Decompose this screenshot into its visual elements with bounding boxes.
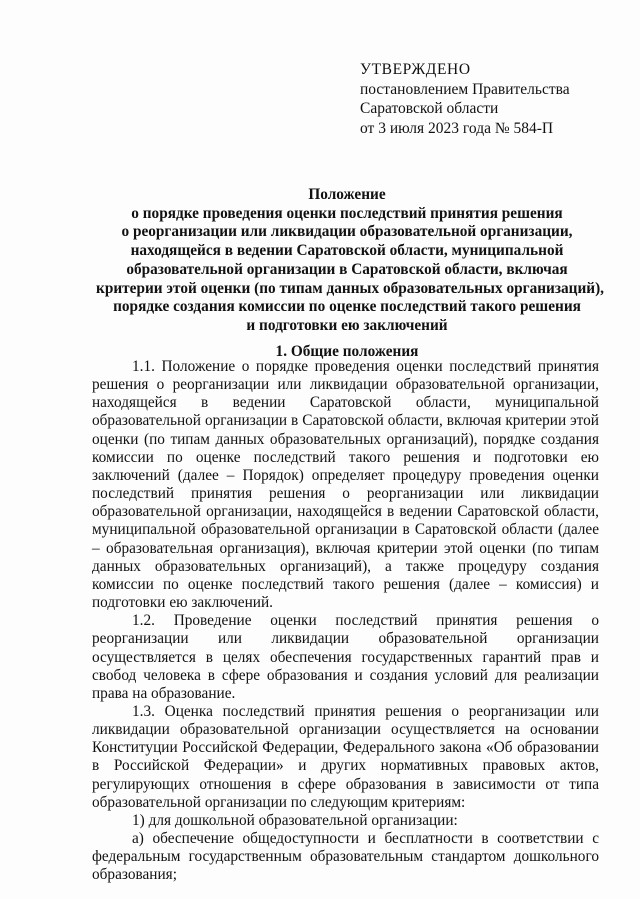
title-line: порядке создания комиссии по оценке последствий такого решения [113, 298, 581, 316]
title-line: о реорганизации или ликвидации образовательной организации, [121, 223, 573, 241]
approval-line-date: от 3 июля 2023 года № 584-П [360, 119, 554, 137]
approval-stamp-block [360, 60, 630, 138]
approval-line-region: Саратовской области [360, 100, 499, 117]
title-line: Положение [308, 186, 386, 203]
section-heading: 1. Общие положения [275, 343, 419, 360]
title-line: находящейся в ведении Саратовской области, муниципальной [130, 242, 564, 260]
title-line: и подготовки ею заключений [246, 316, 448, 334]
paragraph-1-2: 1.2. Проведение оценки последствий принятия решения о реорганизации или ликвидации образовательной организации осуществляется в целях обеспечения государственных гарантий прав и свобод человека в сфере образования и создания условий для реализации права на образование. [92, 612, 599, 702]
title-line: о порядке проведения оценки последствий принятия решения [131, 204, 563, 222]
section-body [92, 358, 599, 885]
approval-line-resolution: постановлением Правительства [360, 80, 570, 98]
list-item-preschool: 1) для дошкольной образовательной организации: [132, 811, 458, 829]
paragraph-1-3: 1.3. Оценка последствий принятия решения о реорганизации или ликвидации образовательной организации осуществляется на основании Конституции Российской Федерации, Федерального закона «Об образовании в Российской Федерации» и других нормативных правовых актов, регулирующих отношения в сфере образования в зависимости от типа образовательной организации по следующим критериям: [92, 702, 599, 811]
title-line: критерии этой оценки (по типам данных образовательных организаций), [96, 279, 604, 297]
title-line: образовательной организации в Саратовской области, включая [126, 260, 568, 278]
approval-stamp: УТВЕРЖДЕНО [360, 61, 471, 78]
document-title [96, 186, 604, 336]
paragraph-1-1: 1.1. Положение о порядке проведения оценки последствий принятия решения о реорганизации или ликвидации образовательной организации, находящейся в ведении Саратовской области, муниципальной образовательной организации в Саратовской области, включая критерии этой оценки (по типам данных образовательных организаций), порядке создания комиссии по оценке последствий такого решения и подготовки ею заключений (далее – Порядок) определяет процедуру проведения оценки последствий принятия решения о реорганизации или ликвидации образовательной организации, находящейся в ведении Саратовской области, муниципальной образовательной организации в Саратовской области (далее – образовательная организация), включая критерии этой оценки (по типам данных образовательных организаций), а также процедуру создания комиссии по оценке последствий такого решения (далее – комиссия) и подготовки ею заключений. [92, 358, 599, 612]
list-subitem-a: а) обеспечение общедоступности и бесплатности в соответствии с федеральным государственным образовательным стандартом дошкольного образования; [92, 830, 599, 884]
